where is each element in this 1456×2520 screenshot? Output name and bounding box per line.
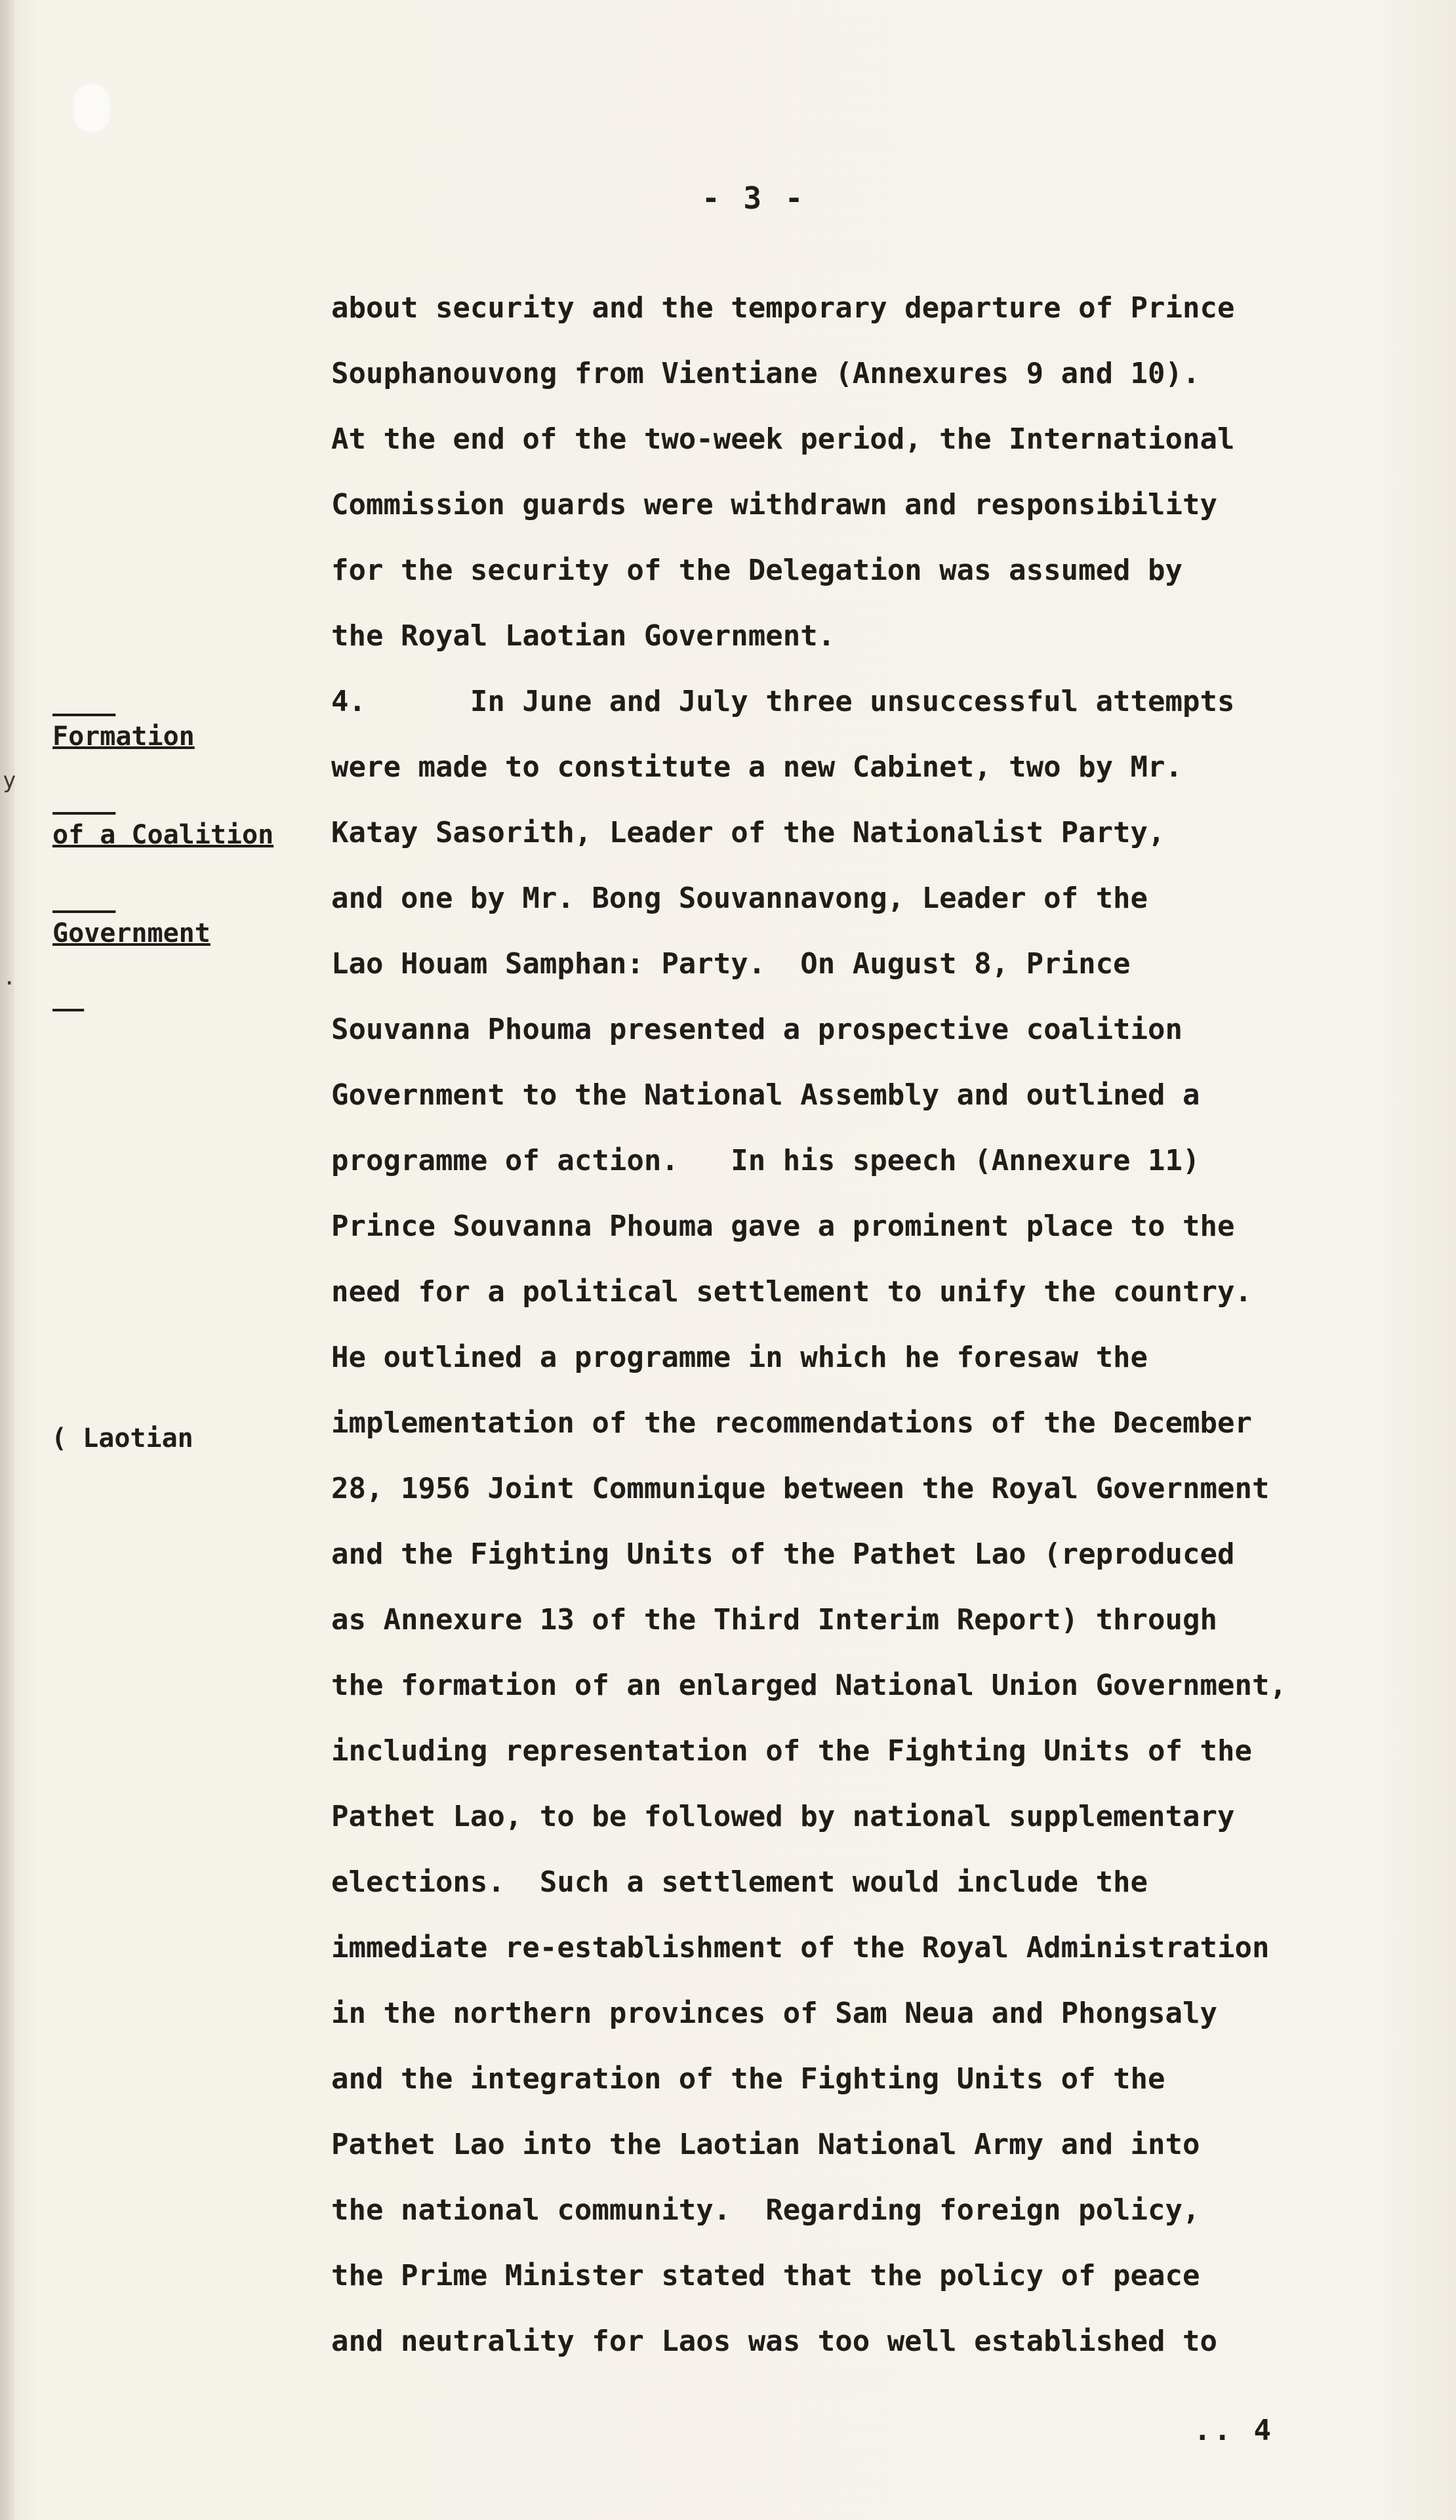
text-line: and the Fighting Units of the Pathet Lao (reproduced xyxy=(331,1537,1235,1571)
text-line: the Prime Minister stated that the policy of peace xyxy=(331,2259,1200,2292)
text-line: He outlined a programme in which he foresaw the xyxy=(331,1341,1148,1374)
text-line: implementation of the recommendations of the December xyxy=(331,1406,1252,1440)
margin-heading-line: Formation xyxy=(52,721,195,752)
text-line: Lao Houam Samphan: Party. On August 8, Prince xyxy=(331,947,1131,981)
page-left-edge xyxy=(0,0,14,2520)
footer-catchword: .. 4 xyxy=(1194,2414,1274,2447)
text-line: including representation of the Fighting Units of the xyxy=(331,1734,1252,1768)
text-line: programme of action. In his speech (Annexure 11) xyxy=(331,1144,1200,1177)
text-line: Government to the National Assembly and outlined a xyxy=(331,1078,1200,1112)
text-line: in the northern provinces of Sam Neua and Phongsaly xyxy=(331,1997,1218,2030)
text-line: Commission guards were withdrawn and responsibility xyxy=(331,488,1218,521)
margin-heading xyxy=(52,655,273,1015)
text-line: Prince Souvanna Phouma gave a prominent place to the xyxy=(331,1209,1235,1243)
binding-hole xyxy=(72,82,111,134)
text-line: and the integration of the Fighting Units of the xyxy=(331,2062,1165,2096)
text-line: the national community. Regarding foreign policy, xyxy=(331,2193,1200,2227)
text-line: At the end of the two-week period, the International xyxy=(331,422,1235,456)
text-line: Souphanouvong from Vientiane (Annexures 9 and 10). xyxy=(331,357,1200,390)
body-text xyxy=(331,275,1407,2374)
text-line: the Royal Laotian Government. xyxy=(331,619,836,653)
text-line: for the security of the Delegation was assumed by xyxy=(331,554,1183,587)
text-line: Pathet Lao, to be followed by national supplementary xyxy=(331,1800,1235,1833)
text-line: elections. Such a settlement would include the xyxy=(331,1865,1148,1899)
edge-mark: . xyxy=(3,964,16,990)
text-line: need for a political settlement to unify the country. xyxy=(331,1275,1252,1309)
text-line: Souvanna Phouma presented a prospective coalition xyxy=(331,1013,1183,1046)
margin-heading-line: of a Coalition xyxy=(52,820,274,850)
page-number: - 3 - xyxy=(702,180,806,216)
text-line: Katay Sasorith, Leader of the Nationalist Party, xyxy=(331,816,1165,849)
margin-heading-line: Government xyxy=(52,918,211,948)
text-line: and one by Mr. Bong Souvannavong, Leader of the xyxy=(331,882,1148,915)
text-line: the formation of an enlarged National Union Government, xyxy=(331,1669,1287,1702)
text-line: Pathet Lao into the Laotian National Army and into xyxy=(331,2128,1200,2161)
text-line: 28, 1956 Joint Communique between the Royal Government xyxy=(331,1472,1270,1505)
margin-note: ( Laotian xyxy=(51,1423,193,1453)
text-line: were made to constitute a new Cabinet, two by Mr. xyxy=(331,750,1183,784)
text-line: and neutrality for Laos was too well established to xyxy=(331,2325,1218,2358)
text-line: about security and the temporary departure of Prince xyxy=(331,291,1235,325)
text-line: 4. In June and July three unsuccessful attempts xyxy=(331,685,1235,718)
edge-mark: y xyxy=(3,767,16,794)
text-line: immediate re-establishment of the Royal Administration xyxy=(331,1931,1270,1964)
text-line: as Annexure 13 of the Third Interim Report) through xyxy=(331,1603,1218,1636)
